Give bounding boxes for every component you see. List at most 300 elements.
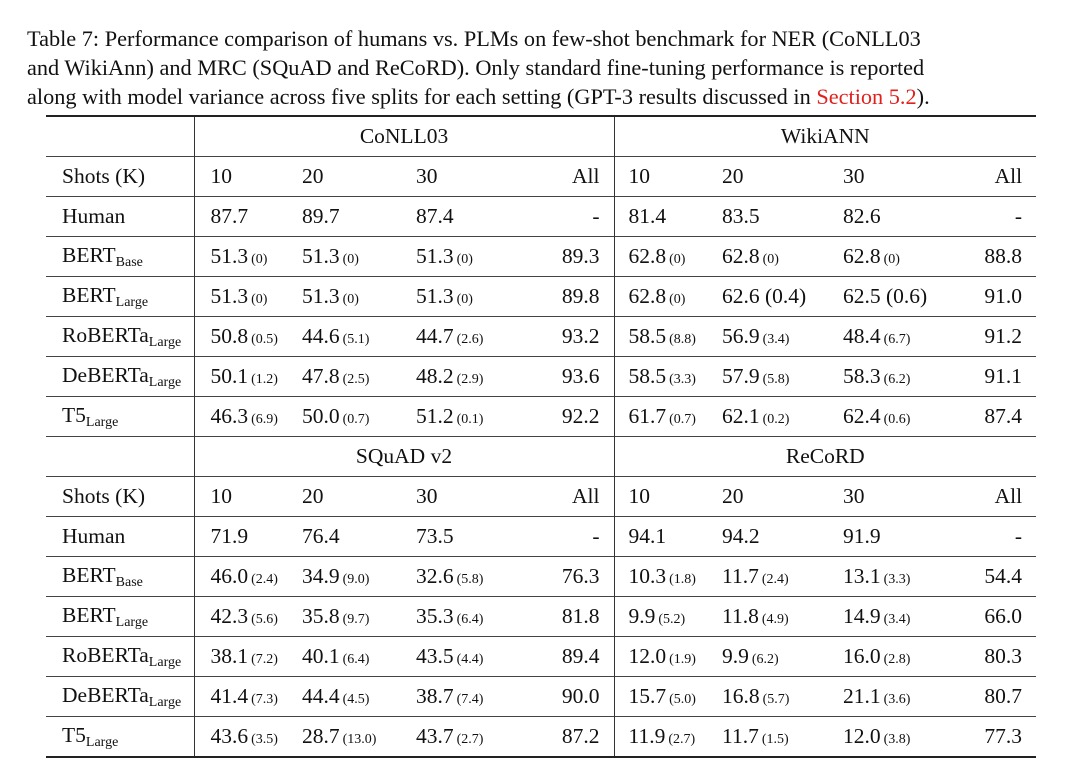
score-cell [302, 277, 416, 317]
results-table [46, 115, 1036, 758]
score-value: 51.2 [416, 404, 454, 428]
score-variance: (1.2) [251, 372, 278, 387]
score-value: 48.4 [843, 324, 881, 348]
score-cell [722, 557, 843, 597]
shots-label: Shots (K) [46, 477, 194, 517]
score-variance: (1.9) [669, 652, 696, 667]
score-cell [614, 597, 722, 637]
score-variance: (0) [251, 252, 268, 267]
model-size: Large [85, 734, 119, 750]
score-cell [524, 517, 614, 557]
score-value: 62.8 [843, 244, 881, 268]
score-cell [722, 237, 843, 277]
caption-line: and WikiAnn) and MRC (SQuAD and ReCoRD). Only standard fine-tuning performance is reported [27, 55, 925, 80]
score-value: 57.9 [722, 364, 760, 388]
model-name-cell [46, 397, 194, 437]
score-cell [722, 717, 843, 758]
score-cell [953, 637, 1036, 677]
score-value: 62.1 [722, 404, 760, 428]
score-value: 92.2 [561, 404, 600, 428]
shots-header: All [524, 157, 614, 197]
score-cell [722, 197, 843, 237]
score-cell [722, 397, 843, 437]
score-variance: (6.2) [751, 652, 779, 667]
score-value: 62.4 [843, 404, 881, 428]
score-cell [843, 237, 953, 277]
score-variance: (0.1) [456, 412, 484, 427]
model-name: BERT [62, 602, 116, 627]
score-cell [416, 237, 524, 277]
group-header: SQuAD v2 [194, 437, 614, 477]
shots-header: All [953, 157, 1036, 197]
score-cell [953, 357, 1036, 397]
score-value: 21.1 [843, 684, 881, 708]
score-value: 87.4 [416, 204, 454, 228]
table-row [46, 557, 1036, 597]
score-variance: (6.2) [883, 372, 911, 387]
model-size: Large [85, 414, 119, 430]
model-name-cell [46, 197, 194, 237]
score-value: 12.0 [628, 644, 667, 668]
score-variance: (3.3) [883, 572, 911, 587]
score-variance: (3.5) [251, 732, 278, 747]
score-cell [614, 277, 722, 317]
model-size: Large [115, 614, 149, 630]
score-variance: (5.1) [342, 332, 370, 347]
score-variance: (0) [342, 292, 359, 307]
score-value: 42.3 [210, 604, 249, 628]
score-variance: (6.7) [883, 332, 911, 347]
shots-header: All [524, 477, 614, 517]
score-cell [843, 597, 953, 637]
score-cell [524, 597, 614, 637]
score-cell [614, 397, 722, 437]
shots-header: 30 [416, 477, 524, 517]
score-cell [722, 517, 843, 557]
score-value: 51.3 [210, 284, 249, 308]
score-cell [843, 277, 953, 317]
score-variance: (4.5) [342, 692, 370, 707]
score-value: 51.3 [302, 284, 340, 308]
score-value: 13.1 [843, 564, 881, 588]
score-cell [614, 717, 722, 758]
score-value: 66.0 [984, 604, 1023, 628]
score-variance: (3.3) [669, 372, 696, 387]
score-value: 46.3 [210, 404, 249, 428]
score-cell [722, 597, 843, 637]
score-value: 50.8 [210, 324, 249, 348]
score-cell [194, 597, 302, 637]
model-name-cell [46, 677, 194, 717]
shots-header: 20 [302, 157, 416, 197]
score-value: 93.2 [561, 324, 600, 348]
score-variance: (2.9) [456, 372, 484, 387]
score-value: 16.8 [722, 684, 760, 708]
score-variance: (2.5) [342, 372, 370, 387]
score-value: 9.9 [628, 604, 656, 628]
model-name: T5 [62, 722, 86, 747]
shots-header: All [953, 477, 1036, 517]
score-value: 91.9 [843, 524, 881, 548]
score-value: 44.4 [302, 684, 340, 708]
score-cell [953, 397, 1036, 437]
table-row [46, 597, 1036, 637]
score-cell [416, 597, 524, 637]
score-cell [194, 517, 302, 557]
model-name: DeBERTa [62, 682, 149, 707]
score-cell [953, 677, 1036, 717]
table-row [46, 637, 1036, 677]
table-row [46, 677, 1036, 717]
score-variance: (7.2) [251, 652, 278, 667]
score-cell [953, 237, 1036, 277]
score-cell [302, 677, 416, 717]
score-value: 71.9 [210, 524, 249, 548]
table-caption [27, 24, 1057, 111]
score-cell [302, 637, 416, 677]
score-variance: (1.5) [761, 732, 789, 747]
shots-header: 30 [843, 477, 953, 517]
table-row [46, 277, 1036, 317]
score-cell [194, 397, 302, 437]
score-variance: (0) [669, 252, 686, 267]
score-cell [953, 557, 1036, 597]
shots-header: 20 [722, 157, 843, 197]
model-name-cell [46, 717, 194, 758]
score-value: 34.9 [302, 564, 340, 588]
score-value: 9.9 [722, 644, 749, 668]
score-cell [524, 197, 614, 237]
score-value: 62.8 [628, 284, 667, 308]
table-row [46, 197, 1036, 237]
score-variance: (0.5) [251, 332, 278, 347]
score-value: 90.0 [561, 684, 600, 708]
score-variance: (0.2) [762, 412, 790, 427]
score-variance: (9.7) [342, 612, 370, 627]
score-value: 81.4 [628, 204, 667, 228]
score-value: 61.7 [628, 404, 667, 428]
score-value: 62.6 (0.4) [722, 284, 807, 308]
score-variance: (0.7) [342, 412, 370, 427]
score-value: - [1014, 204, 1023, 228]
section-link[interactable]: Section 5.2 [816, 84, 917, 109]
model-name-cell [46, 357, 194, 397]
shots-header-row [46, 477, 1036, 517]
score-cell [953, 317, 1036, 357]
score-value: 87.2 [561, 724, 600, 748]
score-cell [194, 237, 302, 277]
score-cell [524, 397, 614, 437]
table-row [46, 317, 1036, 357]
score-variance: (2.7) [668, 732, 696, 747]
score-value: 91.0 [984, 284, 1023, 308]
score-cell [843, 357, 953, 397]
score-cell [416, 397, 524, 437]
score-value: 15.7 [628, 684, 667, 708]
score-cell [953, 517, 1036, 557]
score-value: 11.7 [722, 724, 759, 748]
empty-cell [46, 116, 194, 157]
score-cell [953, 597, 1036, 637]
score-cell [194, 677, 302, 717]
score-cell [843, 677, 953, 717]
score-cell [614, 557, 722, 597]
table-row [46, 717, 1036, 758]
model-name: BERT [62, 282, 116, 307]
model-size: Large [148, 654, 182, 670]
score-value: 58.3 [843, 364, 881, 388]
score-variance: (2.6) [456, 332, 484, 347]
score-value: 43.5 [416, 644, 454, 668]
score-cell [194, 197, 302, 237]
score-cell [524, 677, 614, 717]
score-cell [843, 197, 953, 237]
score-cell [194, 357, 302, 397]
score-value: 89.4 [561, 644, 600, 668]
score-value: 87.4 [984, 404, 1023, 428]
score-cell [524, 637, 614, 677]
score-variance: (0) [883, 252, 900, 267]
table-row [46, 357, 1036, 397]
score-cell [194, 557, 302, 597]
score-value: 62.8 [628, 244, 667, 268]
score-cell [416, 197, 524, 237]
table-row [46, 397, 1036, 437]
score-value: 38.7 [416, 684, 454, 708]
score-cell [524, 357, 614, 397]
score-cell [302, 597, 416, 637]
score-variance: (2.8) [883, 652, 911, 667]
caption-line [27, 82, 1057, 111]
score-cell [416, 557, 524, 597]
score-value: 40.1 [302, 644, 340, 668]
score-value: 62.8 [722, 244, 760, 268]
score-value: 82.6 [843, 204, 881, 228]
score-value: 89.3 [561, 244, 600, 268]
score-cell [416, 317, 524, 357]
shots-header: 20 [302, 477, 416, 517]
score-variance: (0.6) [883, 412, 911, 427]
model-name: BERT [62, 242, 116, 267]
model-name-cell [46, 597, 194, 637]
score-variance: (7.3) [251, 692, 278, 707]
model-size: Large [115, 294, 149, 310]
score-variance: (6.9) [251, 412, 278, 427]
score-variance: (0) [762, 252, 779, 267]
model-name: DeBERTa [62, 362, 149, 387]
score-value: 50.1 [210, 364, 249, 388]
model-name-cell [46, 637, 194, 677]
shots-header: 30 [416, 157, 524, 197]
score-value: 11.8 [722, 604, 759, 628]
score-variance: (5.8) [456, 572, 484, 587]
score-cell [302, 317, 416, 357]
score-cell [302, 557, 416, 597]
score-value: 47.8 [302, 364, 340, 388]
score-value: 89.7 [302, 204, 340, 228]
score-cell [302, 717, 416, 758]
score-value: 58.5 [628, 364, 667, 388]
model-name: Human [62, 204, 126, 228]
score-variance: (2.7) [456, 732, 484, 747]
model-name: Human [62, 524, 126, 548]
score-value: 80.7 [984, 684, 1023, 708]
score-cell [953, 197, 1036, 237]
score-cell [302, 397, 416, 437]
score-value: 12.0 [843, 724, 881, 748]
score-value: 81.8 [561, 604, 600, 628]
score-value: - [592, 204, 600, 228]
score-cell [843, 557, 953, 597]
empty-cell [46, 437, 194, 477]
score-value: 56.9 [722, 324, 760, 348]
score-variance: (6.4) [342, 652, 370, 667]
score-cell [843, 637, 953, 677]
score-cell [302, 357, 416, 397]
score-cell [302, 237, 416, 277]
score-value: 58.5 [628, 324, 667, 348]
score-cell [614, 357, 722, 397]
score-value: 93.6 [561, 364, 600, 388]
score-value: 16.0 [843, 644, 881, 668]
score-value: 48.2 [416, 364, 454, 388]
score-cell [614, 637, 722, 677]
score-cell [416, 277, 524, 317]
score-cell [416, 357, 524, 397]
score-cell [302, 517, 416, 557]
shots-header: 10 [614, 477, 722, 517]
group-header: CoNLL03 [194, 116, 614, 157]
score-variance: (1.8) [669, 572, 696, 587]
score-variance: (5.8) [762, 372, 790, 387]
score-value: 62.5 (0.6) [843, 284, 928, 308]
score-value: 46.0 [210, 564, 249, 588]
score-cell [524, 317, 614, 357]
score-variance: (3.6) [883, 692, 911, 707]
score-value: 73.5 [416, 524, 454, 548]
model-size: Base [115, 254, 143, 270]
score-cell [416, 517, 524, 557]
group-header: WikiANN [614, 116, 1036, 157]
score-cell [614, 677, 722, 717]
score-cell [722, 277, 843, 317]
score-variance: (3.4) [762, 332, 790, 347]
model-size: Base [115, 574, 143, 590]
score-cell [194, 317, 302, 357]
score-cell [416, 717, 524, 758]
score-cell [843, 397, 953, 437]
shots-header-row [46, 157, 1036, 197]
score-cell [843, 317, 953, 357]
caption-text: ). [916, 84, 930, 109]
table-row [46, 517, 1036, 557]
score-value: - [592, 524, 600, 548]
score-variance: (8.8) [669, 332, 696, 347]
model-name-cell [46, 237, 194, 277]
score-cell [194, 277, 302, 317]
score-value: 91.1 [984, 364, 1023, 388]
score-value: 11.7 [722, 564, 759, 588]
score-cell [722, 317, 843, 357]
score-value: 88.8 [984, 244, 1023, 268]
shots-header: 30 [843, 157, 953, 197]
model-name-cell [46, 517, 194, 557]
score-variance: (0) [669, 292, 686, 307]
score-cell [614, 517, 722, 557]
score-cell [614, 237, 722, 277]
score-value: 32.6 [416, 564, 454, 588]
score-variance: (6.4) [456, 612, 484, 627]
score-variance: (2.4) [251, 572, 278, 587]
score-cell [722, 357, 843, 397]
score-value: 94.1 [628, 524, 667, 548]
group-header: ReCoRD [614, 437, 1036, 477]
model-name: T5 [62, 402, 86, 427]
score-value: 41.4 [210, 684, 249, 708]
score-value: 43.7 [416, 724, 454, 748]
caption-line: Table 7: Performance comparison of humans vs. PLMs on few-shot benchmark for NER (CoNLL03 [27, 26, 921, 51]
score-variance: (5.6) [251, 612, 278, 627]
score-value: 44.6 [302, 324, 340, 348]
score-value: 89.8 [561, 284, 600, 308]
score-variance: (3.8) [883, 732, 911, 747]
caption-text: along with model variance across five splits for each setting (GPT-3 results discussed in [27, 84, 817, 109]
shots-label: Shots (K) [46, 157, 194, 197]
score-value: 10.3 [628, 564, 667, 588]
shots-header: 10 [194, 157, 302, 197]
model-name-cell [46, 317, 194, 357]
score-cell [416, 677, 524, 717]
model-size: Large [148, 374, 182, 390]
score-variance: (9.0) [342, 572, 370, 587]
score-cell [194, 717, 302, 758]
score-variance: (4.9) [761, 612, 789, 627]
score-variance: (0) [342, 252, 359, 267]
shots-header: 20 [722, 477, 843, 517]
score-cell [843, 517, 953, 557]
score-cell [953, 717, 1036, 758]
score-value: 35.3 [416, 604, 454, 628]
model-size: Large [148, 694, 182, 710]
score-value: 51.3 [416, 284, 454, 308]
score-variance: (7.4) [456, 692, 484, 707]
score-cell [416, 637, 524, 677]
model-name: BERT [62, 562, 116, 587]
score-variance: (0) [251, 292, 268, 307]
score-cell [524, 717, 614, 758]
score-value: 43.6 [210, 724, 249, 748]
score-variance: (13.0) [342, 732, 377, 747]
score-value: - [1014, 524, 1023, 548]
score-value: 51.3 [416, 244, 454, 268]
score-cell [953, 277, 1036, 317]
score-cell [194, 637, 302, 677]
score-variance: (5.7) [762, 692, 790, 707]
score-cell [843, 717, 953, 758]
score-cell [614, 317, 722, 357]
score-value: 83.5 [722, 204, 760, 228]
score-value: 91.2 [984, 324, 1023, 348]
score-variance: (0) [456, 292, 473, 307]
score-value: 44.7 [416, 324, 454, 348]
table-row [46, 237, 1036, 277]
score-value: 80.3 [984, 644, 1023, 668]
score-value: 50.0 [302, 404, 340, 428]
score-value: 51.3 [210, 244, 249, 268]
score-variance: (0.7) [669, 412, 696, 427]
model-name-cell [46, 557, 194, 597]
model-name-cell [46, 277, 194, 317]
